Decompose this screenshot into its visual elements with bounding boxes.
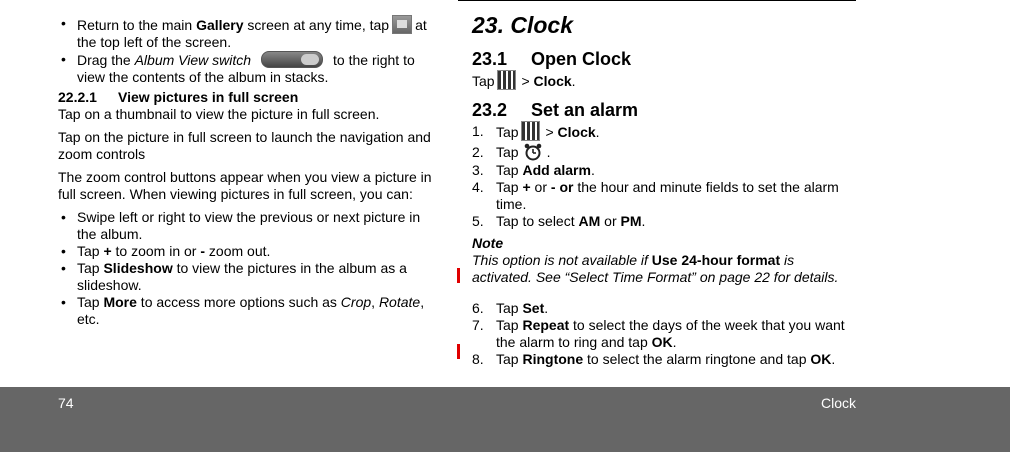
right-column	[472, 0, 856, 368]
note-text: This option is not available if Use 24-hour format is activated. See “Select Time Format” on page 22 for details.	[472, 252, 839, 285]
chapter-title: 23. Clock	[472, 12, 573, 38]
change-bar	[457, 344, 460, 359]
paragraph: Tap > Clock.	[472, 70, 856, 91]
step: 4. Tap + or - or the hour and minute fields to set the alarm time.	[472, 179, 839, 212]
subsection-heading: 22.2.1 View pictures in full screen	[58, 89, 299, 105]
list-item: • Tap More to access more options such as Crop, Rotate, etc.	[58, 294, 442, 328]
section-heading: 23.1 Open Clock	[472, 49, 632, 69]
page-number: 74	[58, 395, 74, 411]
list-item: • Tap Slideshow to view the pictures in the album as a slideshow.	[58, 260, 442, 294]
section-heading: 23.2 Set an alarm	[472, 100, 639, 120]
note-label: Note	[472, 235, 504, 251]
paragraph: Tap on a thumbnail to view the picture in full screen.	[58, 106, 380, 122]
gallery-icon	[392, 15, 412, 34]
paragraph: Tap on the picture in full screen to launch the navigation and zoom controls	[58, 129, 431, 162]
apps-grid-icon	[521, 121, 540, 141]
list-item: • Swipe left or right to view the previous or next picture in the album.	[58, 209, 442, 243]
step: 2. Tap .	[472, 144, 551, 160]
step: 6. Tap Set.	[472, 300, 549, 316]
album-view-switch-icon	[261, 51, 323, 68]
alarm-clock-icon	[523, 142, 543, 162]
footer-chapter-name: Clock	[820, 395, 856, 411]
page-footer	[0, 387, 1010, 452]
step: 1. Tap > Clock.	[472, 123, 600, 140]
step: 7. Tap Repeat to select the days of the week that you want the alarm to ring and tap OK.	[472, 317, 845, 350]
step: 8. Tap Ringtone to select the alarm ringtone and tap OK.	[472, 351, 836, 367]
paragraph: The zoom control buttons appear when you view a picture in full screen. When viewing pictures in full screen, you can:	[58, 169, 432, 202]
list-item: • Return to the main Gallery screen at any time, tap at the top left of the screen.	[58, 15, 442, 51]
change-bar	[457, 268, 460, 283]
step: 3. Tap Add alarm.	[472, 162, 595, 178]
step: 5. Tap to select AM or PM.	[472, 213, 646, 229]
list-item: • Drag the Album View switch to the right to view the contents of the album in stacks.	[58, 51, 442, 86]
list-item: • Tap + to zoom in or - zoom out.	[58, 243, 442, 260]
apps-grid-icon	[497, 70, 516, 90]
left-column	[58, 0, 442, 328]
